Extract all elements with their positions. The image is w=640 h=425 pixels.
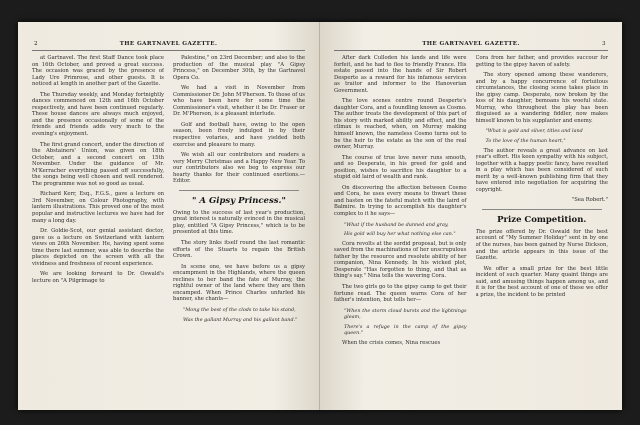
page-header [32, 40, 305, 51]
verse-line: To the love of the human heart," [485, 138, 566, 145]
paragraph: The author reveals a great advance on last year's effort. His keen sympathy with his subject, together with a happy poetic fancy, have resulted in a play which has been considered of such merit by a well-known publishing firm that they have entered into negotiation for acquiring the copyright. [475, 147, 608, 193]
right-page [320, 22, 622, 410]
verse-line: "Mong the best of the clods to take his stand, [183, 306, 296, 313]
verse-line: His gold will buy her what nothing else can." [344, 231, 456, 238]
paragraph: We wish all our contributors and readers a very Merry Christmas and a Happy New Year. To our contributors also we beg to express our hearty thanks for their continued exertions.—Editor. [173, 152, 305, 185]
paragraph: After dark Culloden his lands and life were forfeit, and he had to flee to friendly France. His estate passed into the hands of Sir Robert Desperte as a reward for his infamous services as traitor and informer to the Hanoverian Government. [334, 55, 467, 94]
verse-line: "What if the husband be dunned and gray, [344, 221, 449, 228]
paragraph: In scene one, we have before us a gipsy encampment in the Highlands, where the queen reclines to her band the fate of Murray, the rightful owner of the land where they are then encamped. When Prince Charles unfurled his banner, she chants— [173, 263, 305, 303]
paragraph: The love scenes centre round Desperte's daughter Cora, and a foundling known as Cosmo. The author treats the development of this part of his story with marked ability and effect, and the climax is reached, when, on Murray making himself known, the nameless Cosmo turns out to be the heir to the estate as the son of the real owner, Murray. [334, 98, 467, 151]
paragraph: The Thursday weekly, and Monday fortnightly dances commenced on 12th and 16th October respectively, and have been continued regularly. These house dances are always much enjoyed, and the presence occasionally of some of the friends and friends adds very much to the evening's enjoyment. [32, 91, 164, 138]
paragraph: Cora revolts at the sordid proposal, but is only saved from the machinations of her unscrupulous father by the resource and resolute ability of her companion, Nina Kennedy. In his wicked plot, Desperate "Has forgotten to thing, and that as thing's say." Nina tells the wavering Cora. [334, 240, 467, 280]
column-1 [32, 55, 164, 394]
paragraph: The two girls go to the gipsy camp to get their fortune read. The queen warns Cora of her father's intention, but tells her— [334, 283, 467, 304]
paragraph: Cora from her father, and provides succour for getting to the gipsy haven of safety. [475, 55, 608, 68]
masthead-title: THE GARTNAVEL GAZETTE. [119, 41, 218, 47]
paragraph: The course of true love never runs smooth, and so Desperate, in his greed for gold and position, wishes to sacrifice his daughter to a stupid old laird of wealth and rank. [334, 154, 467, 181]
paragraph: Palestine," on 23rd December; and also to the production of the musical play "A Gipsy Princess," on December 30th, by the Gartnavel Opera Co. [173, 55, 305, 81]
paragraph: The story links itself round the last romantic efforts of the Stuarts to regain the British Crown. [173, 240, 305, 260]
column-2 [173, 55, 305, 394]
section-divider [482, 209, 603, 210]
page-header [334, 40, 608, 51]
text-columns [32, 55, 305, 394]
page-number: 2 [34, 41, 38, 47]
paragraph: We are looking forward to Dr. Oswald's lecture on "A Pilgrimage to [32, 271, 164, 284]
verse-line: "What is gold and silver, titles and land [485, 128, 583, 135]
verse-line: There's a refuge in the camp of the gipsy queen." [344, 323, 467, 337]
paragraph: We had a visit in November from Commissioner Dr. John M'Pherson. To those of us who have been here for some time the Commissioner's visit, whether it be Dr. Fraser or Dr. M'Pherson, is a pleasant interlude. [173, 85, 305, 118]
paragraph: at Gartnavel. The first Staff Dance took place on 16th October, and proved a great success. The occasion was graced by the presence of Lady Ure Primrose, and other guests. It is noticed at length in another part of the Gazette. [32, 55, 164, 88]
paragraph: The story opened among these wanderers, and by a happy concurrence of fortuitous circumstances, the closing scene takes place in the gipsy camp. Desperate, now broken by the loss of his daughter, bemoans his woeful state. Murray, who throughout the play has been disguised as a wandering fiddler, now makes himself known to his supplanter and enemy. [475, 72, 608, 124]
section-title-gipsy-princess: " A Gipsy Princess." [192, 195, 286, 206]
text-columns [334, 55, 608, 394]
paragraph: The prize offered by Dr. Oswald for the best account of "My Summer Holiday" sent in by one of the nurses, has been gained by Nurse Dickson, and the article appears in this issue of the Gazette. [475, 228, 608, 262]
paragraph: When the crisis comes, Nina rescues [342, 339, 441, 346]
magazine-spread [18, 22, 622, 410]
paragraph: Richard Kerr, Esq., F.G.S., gave a lecture on 3rd November, on Colour Photography, with lantern illustrations. This proved one of the most popular and instructive lectures we have had for many a long day. [32, 191, 164, 224]
paragraph: Owing to the success of last year's production, great interest is naturally evinced in the musical play, entitled "A Gipsy Princess," which is to be presented at this time. [173, 209, 305, 236]
masthead-title: THE GARTNAVEL GAZETTE. [422, 41, 520, 47]
paragraph: Dr. Goldie-Scot, our genial assistant doctor, gave us a lecture on Switzerland with lantern views on 26th November. He, having spent some time there last summer, was able to describe the places depicted on the screen with all the vividness and freshness of recent experience. [32, 228, 164, 267]
paragraph: We offer a small prize for the best little incident of such quarter. Many quaint things are said, and amusing things happen among us, and it is for the best account of one of these we offer a prize, the incident to be printed [475, 265, 608, 298]
paragraph: On discovering the affection between Cosmo and Cora, he uses every means to thwart these and hasten on the fateful match with the laird of Balmire. In trying to accomplish his daughter's complex to it he says— [334, 184, 467, 218]
paragraph: The first grand concert, under the direction of the Abstainers' Union, was given on 18th October, and a second concert on 15th November. Under the guidance of Mr. M'Kerracher everything passed off successfully, the songs being well chosen and well rendered. The programme was not so good as usual. [32, 141, 164, 187]
section-divider [179, 190, 299, 191]
column-2 [476, 55, 609, 394]
signature: "Sea Robert." [571, 197, 608, 204]
column-1 [334, 55, 467, 394]
verse-line: Was the gallant Murray and his gallant band." [183, 316, 298, 323]
paragraph: Golf and football have, owing to the open season, been freely indulged in by their respective votaries, and have yielded both exercise and pleasure to many. [173, 121, 305, 148]
page-number: 3 [602, 41, 606, 47]
left-page [18, 22, 320, 410]
section-title-prize-competition: Prize Competition. [497, 214, 587, 225]
verse-line: "When the storm cloud bursts and the lightnings gleam, [344, 307, 467, 321]
